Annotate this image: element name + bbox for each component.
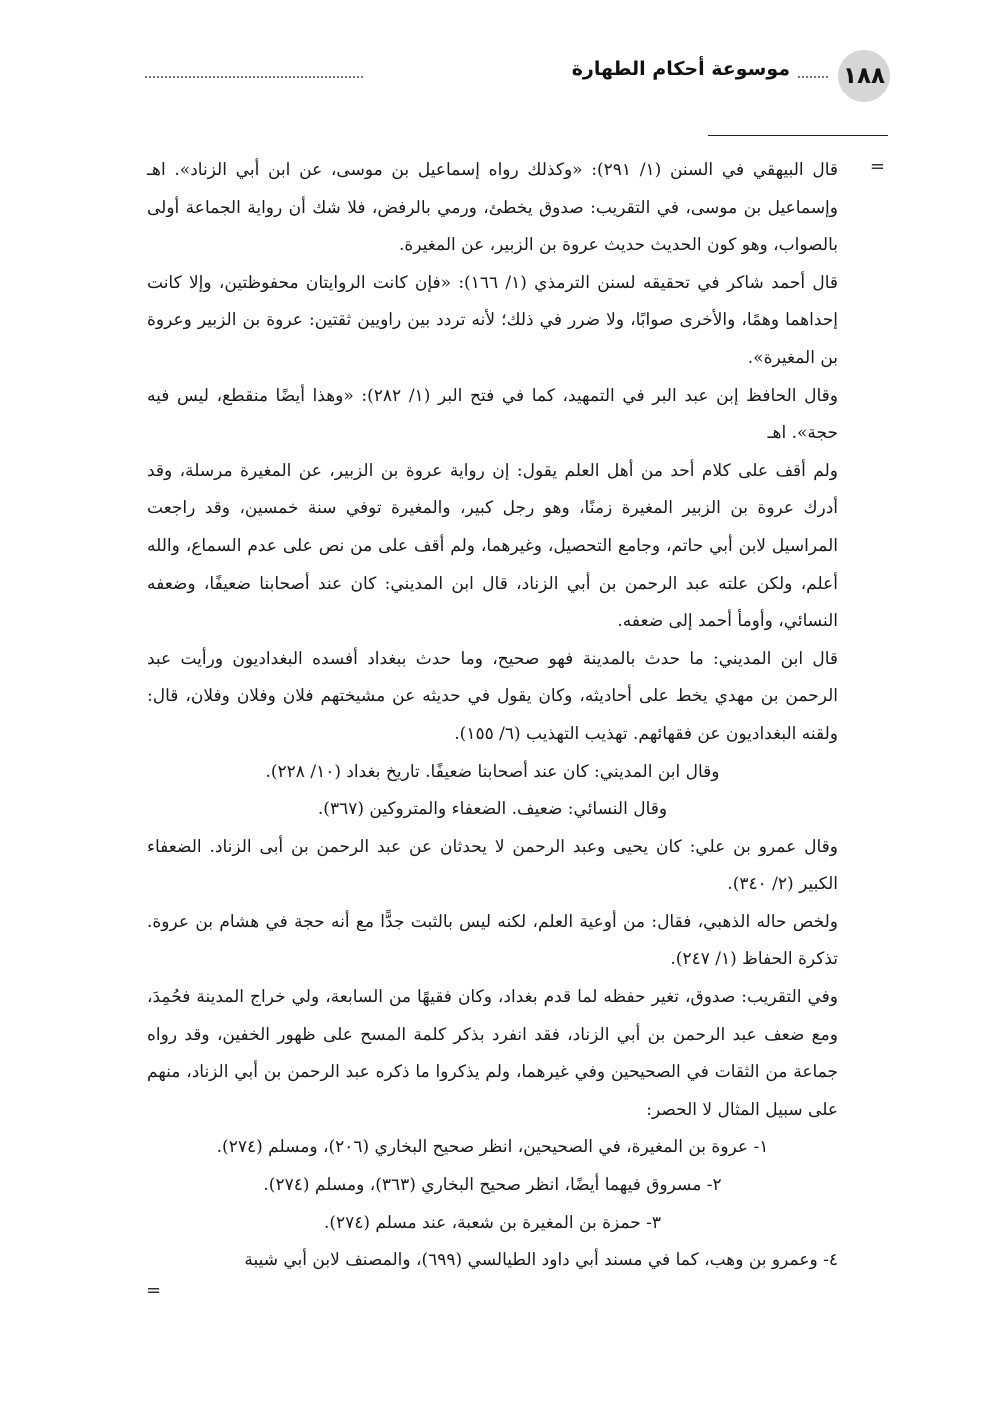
list-item: ٢- مسروق فيهما أيضًا، انظر صحيح البخاري (٣٦٣)، ومسلم (٢٧٤). [263, 1175, 722, 1196]
paragraph: وفي التقريب: صدوق، تغير حفظه لما قدم بغداد، وكان فقيهًا من السابعة، ولي خراج المدينة فحُمِدَ، ومع ضعف عبد الرحمن بن أبي الزناد، فقد انفرد بذكر كلمة المسح على ظهور الخفين، وقد رواه جماعة من الثقات في الصحيحين وفي غيرهما، ولم يذكروا ما ذكره عبد الرحمن بن أبي الزناد، منهم على سبيل المثال لا الحصر: [147, 987, 838, 1120]
paragraph: وقال الحافظ إبن عبد البر في التمهيد، كما في فتح البر (١/ ٢٨٢): «وهذا أيضًا منقطع، ليس فيه حجة». اهـ [147, 385, 838, 444]
paragraph: ولم أقف على كلام أحد من أهل العلم يقول: إن رواية عروة بن الزبير، عن المغيرة مرسلة، وقد أدرك عروة بن الزبير المغيرة زمنًا، وهو رجل كبير، والمغيرة توفي سنة خمسين، وقد راجعت المراسيل لابن أبي حاتم، وجامع التحصيل، وغيرهما، ولم أقف على من نص على عدم السماع، والله أعلم، ولكن علته عبد الرحمن بن أبي الزناد، قال ابن المديني: كان عند أصحابنا ضعيفًا، وضعفه النسائي، وأومأ أحمد إلى ضعفه. [147, 460, 838, 632]
footnote-separator [708, 135, 888, 136]
running-title: موسوعة أحكام الطهارة [571, 58, 790, 80]
list-item: ١- عروة بن المغيرة، في الصحيحين، انظر صحيح البخاري (٢٠٦)، ومسلم (٢٧٤). [216, 1137, 769, 1158]
list-item: ٤- وعمرو بن وهب، كما في مسند أبي داود الطيالسي (٦٩٩)، والمصنف لابن أبي شيبة [244, 1250, 838, 1271]
paragraph: قال البيهقي في السنن (١/ ٢٩١): «وكذلك رواه إسماعيل بن موسى، عن ابن أبي الزناد». اهـ وإسماعيل بن موسى، في التقريب: صدوق يخطئ، ورمي بالرفض، فلا شك أن رواية الجماعة أولى بالصواب، وهو كون الحديث حديث عروة بن الزبير، عن المغيرة. [147, 160, 838, 256]
footnote-body [147, 152, 838, 1280]
continuation-mark-bottom: = [146, 1280, 162, 1301]
paragraph: وقال عمرو بن علي: كان يحيى وعبد الرحمن لا يحدثان عن عبد الرحمن بن أبى الزناد. الضعفاء الكبير (٢/ ٣٤٠). [147, 836, 838, 895]
paragraph: وقال النسائي: ضعيف. الضعفاء والمتروكين (٣٦٧). [317, 799, 668, 820]
paragraph: قال أحمد شاكر في تحقيقه لسنن الترمذي (١/ ١٦٦): «فإن كانت الروايتان محفوظتين، وإلا كانت إحداهما وهمًا، والأخرى صوابًا، ولا ضرر في ذلك؛ لأنه تردد بين راويين ثقتين: عروة بن الزبير وعروة بن المغيرة». [147, 272, 838, 368]
paragraph: ولخص حاله الذهبي، فقال: من أوعية العلم، لكنه ليس بالثبت جدًّا مع أنه حجة في هشام بن عروة. تذكرة الحفاظ (١/ ٢٤٧). [147, 911, 838, 970]
header-dotted-leader-left [145, 76, 363, 78]
page-number-badge: ١٨٨ [838, 50, 890, 102]
page-header [145, 44, 890, 100]
header-dotted-leader-right [798, 76, 828, 78]
list-item: ٣- حمزة بن المغيرة بن شعبة، عند مسلم (٢٧٤). [323, 1212, 662, 1233]
paragraph: وقال ابن المديني: كان عند أصحابنا ضعيفًا. تاريخ بغداد (١٠/ ٢٢٨). [265, 761, 720, 782]
continuation-mark-top: = [869, 156, 885, 177]
paragraph: قال ابن المديني: ما حدث بالمدينة فهو صحيح، وما حدث ببغداد أفسده البغداديون ورأيت عبد الرحمن بن مهدي يخط على أحاديثه، وكان يقول في حديثه عن مشيختهم فلان وفلان وفلان، قال: ولقنه البغداديون عن فقهائهم. تهذيب التهذيب (٦/ ١٥٥). [147, 648, 838, 744]
